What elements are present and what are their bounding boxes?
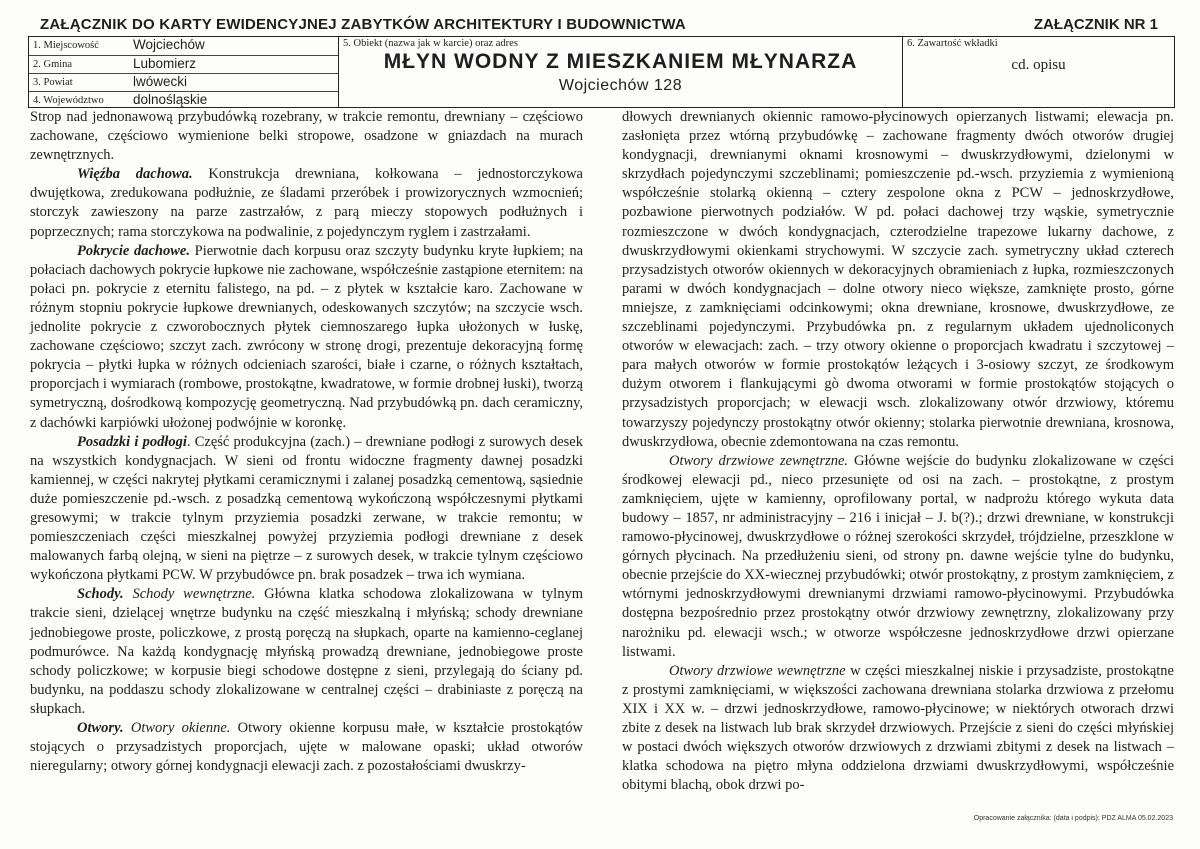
paragraph xyxy=(622,452,1174,662)
location-label: 2. Gmina xyxy=(33,59,73,70)
location-row xyxy=(29,37,338,55)
paragraph xyxy=(30,242,583,433)
paragraph-text: . Część produkcyjna (zach.) – drewniane podłogi z surowych desek na wszystkich kondygnacjach. W sieni od frontu widoczne fragmenty dawnej posadzki kamiennej, w części nakrytej płytkami ceramicznymi i zalanej posadzką cementową, sąsiednie duże pomieszczenie pd.-wsch. z posadzką cementową wykończoną współczesnymi płytkami gresowymi; w trakcie tylnym przyziemia posadzki zerwane, w trakcie remontu; w pomieszczeniach części mieszkalnej powyżej przyziemia podłogi drewniane z desek malowanych farbą olejną, w sieni na piętrze – z surowych desek, w trakcie tylnym częściowo wykończona płytkami PCW. W przybudówce pn. brak posadzek – trwa ich wymiana. xyxy=(30,433,583,584)
section-heading: Schody. xyxy=(77,586,124,603)
subsection-heading: Otwory drzwiowe wewnętrzne xyxy=(669,662,846,679)
paragraph-text: w części mieszkalnej niskie i przysadziste, prostokątne z prostymi zamknięciami, w większości zachowana drewniana stolarka drzwiowa z przełomu XIX i XX w. – drzwi jednoskrzydłowe, ramowo-płycinowe; w niektórych otworach drzwi zbite z desek na listwach lub brak skrzydeł drzwiowych. Przejście z sieni do części młyńskiej w postaci dwóch większych otworów drzwiowych z drzwiami zbitymi z desek na listwach – klatka schodowa na piętro młyna oddzielona drzwiami dwuskrzydłowymi, współcześnie obitymi blachą, obok drzwi po- xyxy=(622,662,1174,794)
attachment-box xyxy=(903,36,1175,108)
section-heading: Pokrycie dachowe. xyxy=(77,242,190,259)
location-label: 4. Województwo xyxy=(33,95,104,106)
text-column-left xyxy=(30,108,583,776)
paragraph-text: Główne wejście do budynku zlokalizowane w części środkowej elewacji pd., nieco przesunięte od osi na zach. – prostokątne, z prostym zamknięciem, ujęte w kamienny, oprofilowany portal, w nadprożu którego wykuta data budowy – 1857, nr administracyjny – 216 i inicjał – J. b(?).; drzwi drewniane, w konstrukcji ramowo-płycinowej, dwuskrzydłowe o różnej szerokości skrzydeł, trójdzielne, przeszklone w górnych płycinach. Na przedłużeniu sieni, od strony pn. dawne wejście tylne do budynku, obecnie przejście do XX-wiecznej przybudówki; otwór prostokątny, z prostym zamknięciem, z wtórnymi jednoskrzydłowymi drewnianymi drzwiami ramowo-płycinowymi. Przybudówka dostępna bezpośrednio przez prostokątny otwór drzwiowy zewnętrzny, zlokalizowany przy narożniku pd. elewacji wsch.; w otworze współczesne jednoskrzydłowe drzwi opierzane listwami. xyxy=(622,452,1174,660)
header-title: ZAŁĄCZNIK DO KARTY EWIDENCYJNEJ ZABYTKÓW ARCHITEKTURY I BUDOWNICTWA xyxy=(40,16,686,33)
paragraph: dłowych drewnianych okiennic ramowo-płycinowych opierzanych listwami; elewacja pn. zasłonięta przez wtórną przybudówkę – zachowane fragmenty dwóch otworów drugiej kondygnacji, drewnianymi oknami krosnowymi – dwuskrzydłowymi, dzielonymi w skrzydłach pojedynczymi szczeblinami; pomieszczenie pd.-wsch. przyziemia z wymienioną współcześnie stolarką okienną – cztery zespolone okna z PCW – jednoskrzydłowe, pozbawione pierwotnych podziałów. W pd. połaci dachowej trzy wąskie, symetrycznie rozmieszczone w dwóch kondygnacjach, czterodzielne trapezowe lukarny dachowe, z dwuskrzydłowymi okienkami strychowymi. W szczycie zach. symetryczny układ czterech przysadzistych otworów okiennych w dekoracyjnych obramieniach z łupka, rozmieszczonych parami w dwóch kondygnacjach – dolne otwory nieco większe, zamknięte prosto, górne mniejsze, z zamknięciami odcinkowymi; okna drewniane, krosnowe, dwuskrzydłowe, ze szczeblinami pojedynczymi. Przybudówka pn. z regularnym układem ujednoliconych otworów w elewacjach: zach. – trzy otwory okienne o proporcjach kwadratu i szczytowej – para małych otworów w formie prostokątów leżących i 3-osiowy szczyt, ze środkowym dużym otworem i flankującymi gò dwoma otworami w formie prostokątów stojących o przysadzistych proporcjach; w elewacji wsch. zlokalizowany otwór drzwiowy, któremu towarzyszy pojedynczy prostokątny otwór okienny; stolarka pierwotnie drewniana, krosnowa, dwuskrzydłowa, obecnie zdemontowana na czas remontu. xyxy=(622,109,1174,450)
paragraph xyxy=(622,662,1174,796)
paragraph xyxy=(30,165,583,241)
location-row xyxy=(29,55,338,73)
subsection-heading: Otwory drzwiowe zewnętrzne. xyxy=(669,452,849,469)
subsection-heading: Otwory okienne. xyxy=(123,720,231,736)
object-box xyxy=(339,36,903,108)
location-label: 3. Powiat xyxy=(33,77,73,88)
section-heading: Otwory. xyxy=(77,720,124,736)
location-value: Wojciechów xyxy=(133,37,205,52)
location-value: lwówecki xyxy=(133,74,188,89)
location-row xyxy=(29,73,338,91)
section-heading: Posadzki i podłogi xyxy=(77,433,187,450)
footer-signature: Opracowanie załącznika: (data i podpis): PDZ ALMA 05.02.2023 xyxy=(973,815,1173,822)
paragraph xyxy=(30,719,583,776)
text-column-right xyxy=(622,108,1174,795)
paragraph-text: Otwory okienne korpusu małe, w kształcie prostokątów stojących o przysadzistych proporcjach, ujęte w malowane opaski; układ otworów nieregularny; otwory górnej kondygnacji elewacji zach. z pozostałościami dwuskrzy- xyxy=(30,720,584,775)
paragraph-text: Pierwotnie dach korpusu oraz szczyty budynku kryte łupkiem; na połaciach dachowych pokrycie łupkowe nie zachowane, współcześnie zastąpione eternitem: na połaci pn. pokrycie z eternitu falistego, na pd. – z płytek w kształcie karo. Zachowane w różnym stopniu pokrycie łupkowe drewnianych, odeskowanych szczytów; na szczycie wsch. jednolite pokrycie z czworobocznych płytek ciemnoszarego łupka ułożonych w łuskę, zachowane częściowo; szczyt zach. zwrócony w stronę drogi, prezentuje dekoracyjną formę pokrycia – płytki łupka w różnych odcieniach szarości, białe i czarne, o różnych kształtach, proporcjach i wymiarach (rombowe, prostokątne, kwadratowe, w formie drobnej łuski), tworzą symetryczną, dośrodkową kompozycję geometryczną. Nad przybudówką pn. dach ceramiczny, z dachówki karpiówki ułożonej podwójnie w koronkę. xyxy=(30,242,583,431)
location-box xyxy=(28,36,339,108)
location-row xyxy=(29,91,338,109)
object-label: 5. Obiekt (nazwa jak w karcie) oraz adres xyxy=(343,38,518,49)
object-name: MŁYN WODNY Z MIESZKANIEM MŁYNARZA xyxy=(383,50,858,73)
section-heading: Więźba dachowa. xyxy=(77,166,193,183)
attachment-content: cd. opisu xyxy=(1011,57,1066,73)
location-value: dolnośląskie xyxy=(133,92,208,107)
attachment-number: ZAŁĄCZNIK NR 1 xyxy=(1033,16,1158,33)
location-value: Lubomierz xyxy=(133,56,197,71)
attachment-label: 6. Zawartość wkładki xyxy=(907,38,998,49)
paragraph-text: Główna klatka schodowa zlokalizowana w tylnym trakcie sieni, dzielącej wnętrze budynku na część mieszkalną i młyńską; schody drewniane jednobiegowe proste, policzkowe, z prostą poręczą na słupkach, oparte na kamienno-ceglanej podmurówce. Na każdą kondygnację młyńską prowadzą drewniane, jednobiegowe proste schody policzkowe; w korpusie biegi schodowe dostępne z sieni, przylegają do ściany pd. budynku, na poddaszu schody zlokalizowane w centralnej części – drabiniaste z poręczą na słupkach. xyxy=(30,586,583,717)
paragraph xyxy=(30,433,583,586)
subsection-heading: Schody wewnętrzne. xyxy=(123,586,256,603)
location-label: 1. Miejscowość xyxy=(33,40,99,51)
paragraph: Strop nad jednonawową przybudówką rozebrany, w trakcie remontu, drewniany – częściowo zachowane, częściowo wymienione belki stropowe, osadzone w gniazdach na murach zewnętrznych. xyxy=(30,109,583,164)
paragraph-text: Konstrukcja drewniana, kołkowana – jednostorczykowa dwujętkowa, zredukowana podłużnie, ze śladami przeróbek i prowizorycznych wzmocnień; storczyk zawieszony na parze zastrzałów, z parą mieczy stopowych podłużnych i poprzecznych; rama storczykowa na podwalinie, z pojedynczym ryglem i zastrzałami. xyxy=(30,166,583,240)
paragraph xyxy=(30,585,583,719)
object-address: Wojciechów 128 xyxy=(558,77,683,94)
